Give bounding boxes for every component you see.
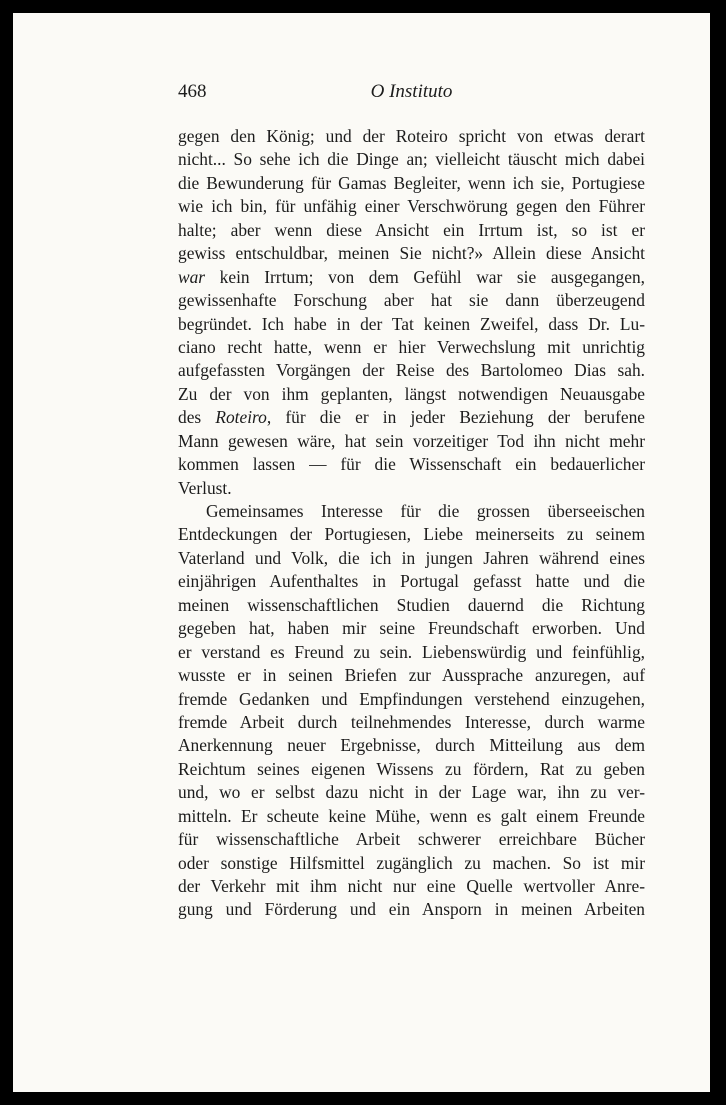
book-page [13,13,710,1092]
text-line: und, wo er selbst dazu nicht in der Lage war, ihn zu ver- [178,782,645,803]
text-line: wusste er in seinen Briefen zur Aussprache anzuregen, auf [178,665,645,686]
body-text [178,125,645,922]
paragraph-2 [178,500,645,922]
text-line: gung und Förderung und ein Ansporn in meinen Arbeiten [178,899,645,920]
text-line: Gemeinsames Interesse für die grossen überseeischen [206,501,645,521]
journal-title: O Instituto [370,81,453,102]
text-line: Vaterland und Volk, die ich in jungen Jahren während eines [178,547,645,568]
text-line: die Bewunderung für Gamas Begleiter, wenn ich sie, Portugiese [178,172,645,193]
text-line: wie ich bin, für unfähig einer Verschwörung gegen den Führer [178,196,645,217]
text-line: der Verkehr mit ihm nicht nur eine Quelle wertvoller Anre- [178,876,645,896]
text-line: Mann gewesen wäre, hat sein vorzeitiger Tod ihn nicht mehr [178,430,645,451]
text-line: war kein Irrtum; von dem Gefühl war sie ausgegangen, [178,266,645,287]
text-line: gewiss entschuldbar, meinen Sie nicht?» Allein diese Ansicht [178,243,645,264]
text-line: einjährigen Aufenthaltes in Portugal gefasst hatte und die [178,571,645,592]
running-head [178,81,645,105]
text-line: mitteln. Er scheute keine Mühe, wenn es galt einem Freunde [178,805,645,826]
text-line: halte; aber wenn diese Ansicht ein Irrtum ist, so ist er [178,219,645,240]
text-line: kommen lassen — für die Wissenschaft ein bedauerlicher [178,454,645,475]
text-line: Reichtum seines eigenen Wissens zu fördern, Rat zu geben [178,758,645,779]
text-line: meinen wissenschaftlichen Studien dauernd die Richtung [178,594,645,615]
text-line: Verlust. [178,477,232,498]
text-line: fremde Arbeit durch teilnehmendes Interesse, durch warme [178,711,645,732]
text-line: gegeben hat, haben mir seine Freundschaft erworben. Und [178,618,645,639]
text-line: nicht... So sehe ich die Dinge an; vielleicht täuscht mich dabei [178,149,645,170]
text-line: aufgefassten Vorgängen der Reise des Bartolomeo Dias sah. [178,360,645,381]
text-line: gewissenhafte Forschung aber hat sie dann überzeugend [178,290,645,311]
text-line: des Roteiro, für die er in jeder Beziehung der berufene [178,407,645,428]
page-number: 468 [178,81,207,102]
text-line: gegen den König; und der Roteiro spricht von etwas derart [178,126,645,146]
paragraph-1 [178,125,645,500]
text-line: für wissenschaftliche Arbeit schwerer erreichbare Bücher [178,829,645,850]
text-line: er verstand es Freund zu sein. Liebenswürdig und feinfühlig, [178,641,645,662]
text-line: begründet. Ich habe in der Tat keinen Zweifel, dass Dr. Lu- [178,313,645,334]
text-line: Zu der von ihm geplanten, längst notwendigen Neuausgabe [178,383,645,404]
text-line: Anerkennung neuer Ergebnisse, durch Mitteilung aus dem [178,735,645,756]
text-line: ciano recht hatte, wenn er hier Verwechslung mit unrichtig [178,336,645,357]
text-line: oder sonstige Hilfsmittel zugänglich zu machen. So ist mir [178,852,645,873]
text-line: Entdeckungen der Portugiesen, Liebe meinerseits zu seinem [178,524,645,545]
text-line: fremde Gedanken und Empfindungen verstehend einzugehen, [178,688,645,709]
